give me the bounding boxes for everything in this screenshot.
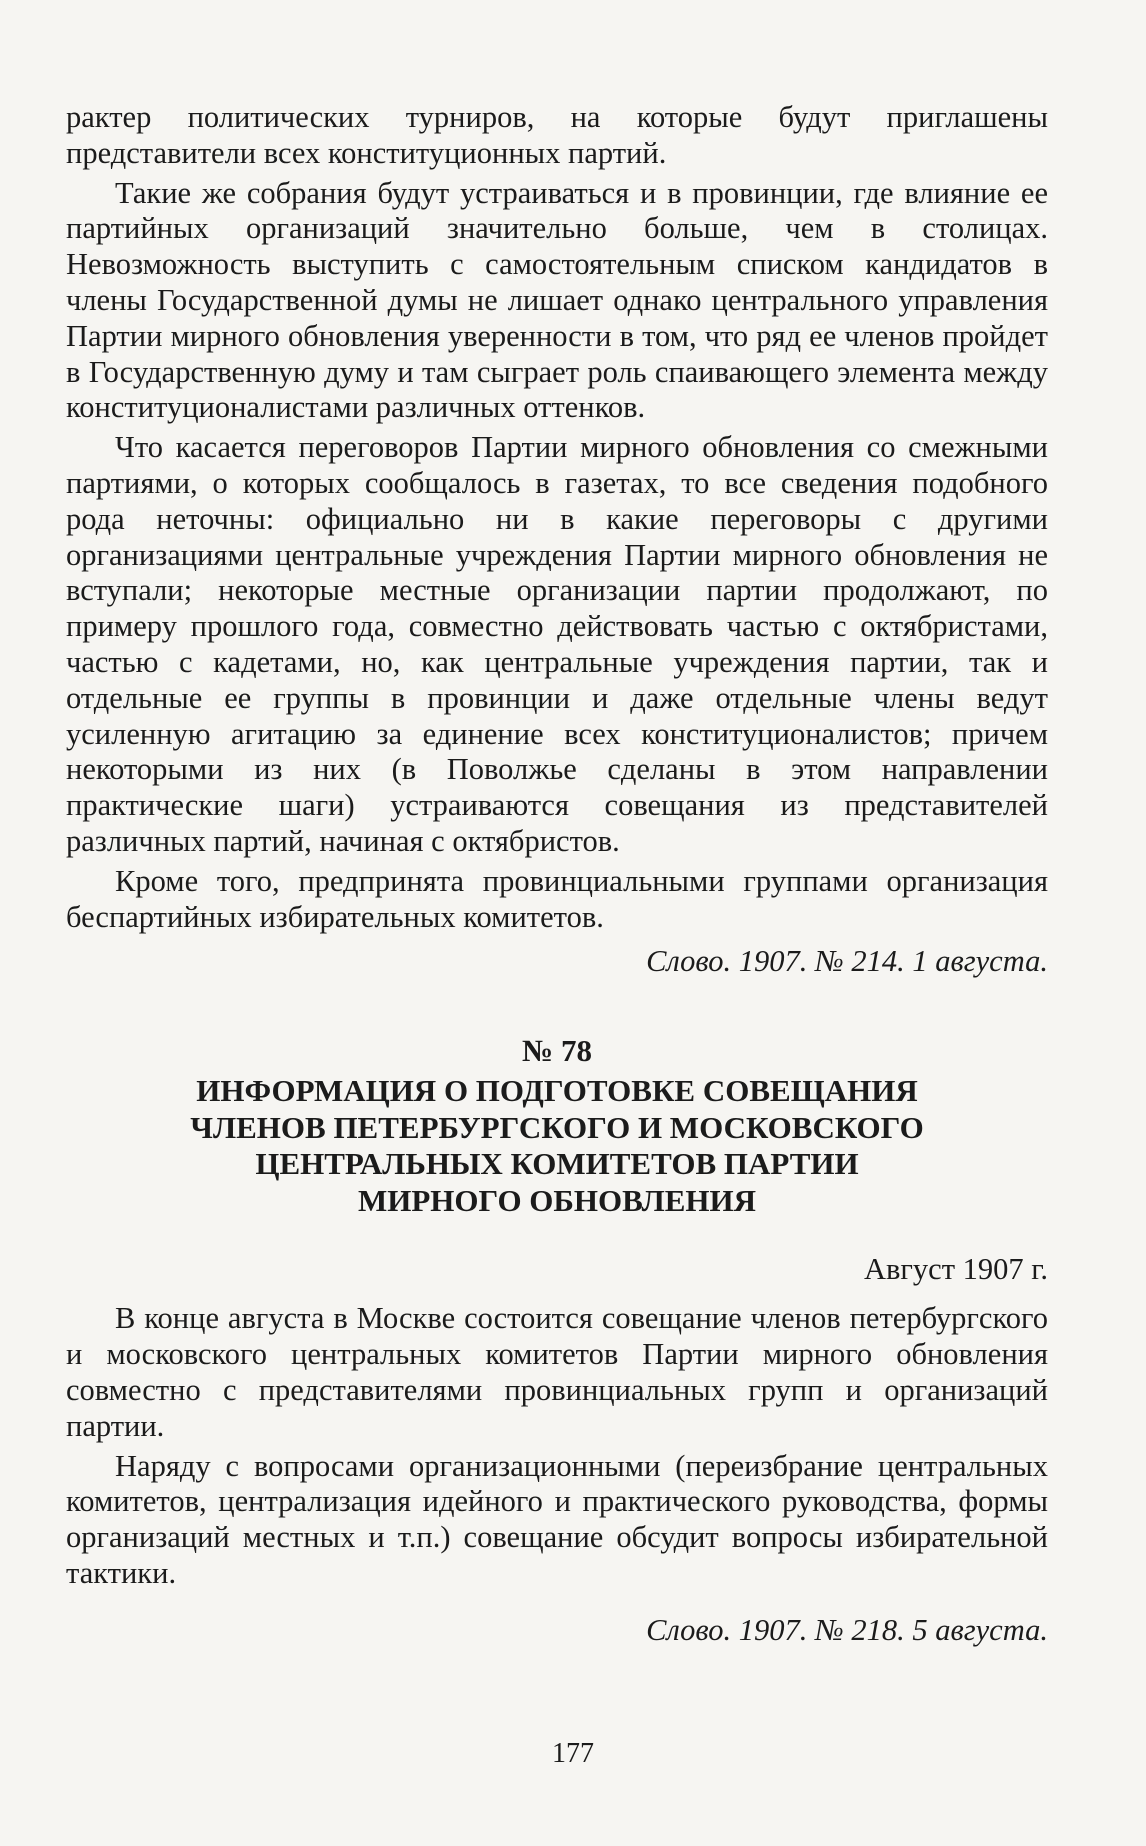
title-line: ЧЛЕНОВ ПЕТЕРБУРГСКОГО И МОСКОВСКОГО [190, 1109, 924, 1145]
title-line: МИРНОГО ОБНОВЛЕНИЯ [357, 1182, 757, 1218]
paragraph: Такие же собрания будут устраиваться и в провинции, где влияние ее партийных организаций значительно больше, чем в столицах. Невозможность выступить с самостоятельным списком кандидатов в члены Государственной думы не лишает однако центрального управления Партии мирного обновления уверенности в том, что ряд ее членов пройдет в Государственную думу и там сыграет роль спаивающего элемента между конституционалистами различных оттенков. [66, 175, 1048, 425]
title-line: ЦЕНТРАЛЬНЫХ КОМИТЕТОВ ПАРТИИ [255, 1146, 859, 1182]
source-citation: Слово. 1907. № 218. 5 августа. [646, 1612, 1048, 1647]
document-title [66, 1073, 1048, 1219]
paragraph: Кроме того, предпринята провинциальными группами организация беспартийных избирательных комитетов. [66, 863, 1048, 934]
document-number: № 78 [522, 1033, 592, 1069]
document-page [66, 100, 1048, 1648]
page-number: 177 [552, 1738, 594, 1769]
paragraph: Что касается переговоров Партии мирного обновления со смежными партиями, о которых сообщалось в газетах, то все сведения подобного рода неточны: официально ни в какие переговоры с другими организациями центральные учреждения Партии мирного обновления не вступали; некоторые местные организации партии продолжают, по примеру прошлого года, совместно действовать частью с октябристами, частью с кадетами, но, как центральные учреждения партии, так и отдельные ее группы в провинции и даже отдельные члены ведут усиленную агитацию за единение всех конституционалистов; причем некоторыми из них (в Поволжье сделаны в этом направлении практические шаги) устраиваются совещания из представителей различных партий, начиная с октябристов. [66, 430, 1048, 858]
paragraph: В конце августа в Москве состоится совещание членов петербургского и московского центральных комитетов Партии мирного обновления совместно с представителями провинциальных групп и организаций партии. [66, 1301, 1048, 1443]
source-citation: Слово. 1907. № 214. 1 августа. [646, 944, 1048, 979]
paragraph: Наряду с вопросами организационными (переизбрание центральных комитетов, централизация идейного и практического руководства, формы организаций местных и т.п.) совещание обсудит вопросы избирательной тактики. [66, 1448, 1048, 1590]
paragraph: рактер политических турниров, на которые будут приглашены представители всех конституционных партий. [66, 100, 1048, 170]
document-date: Август 1907 г. [864, 1252, 1048, 1287]
title-line: ИНФОРМАЦИЯ О ПОДГОТОВКЕ СОВЕЩАНИЯ [196, 1073, 918, 1109]
